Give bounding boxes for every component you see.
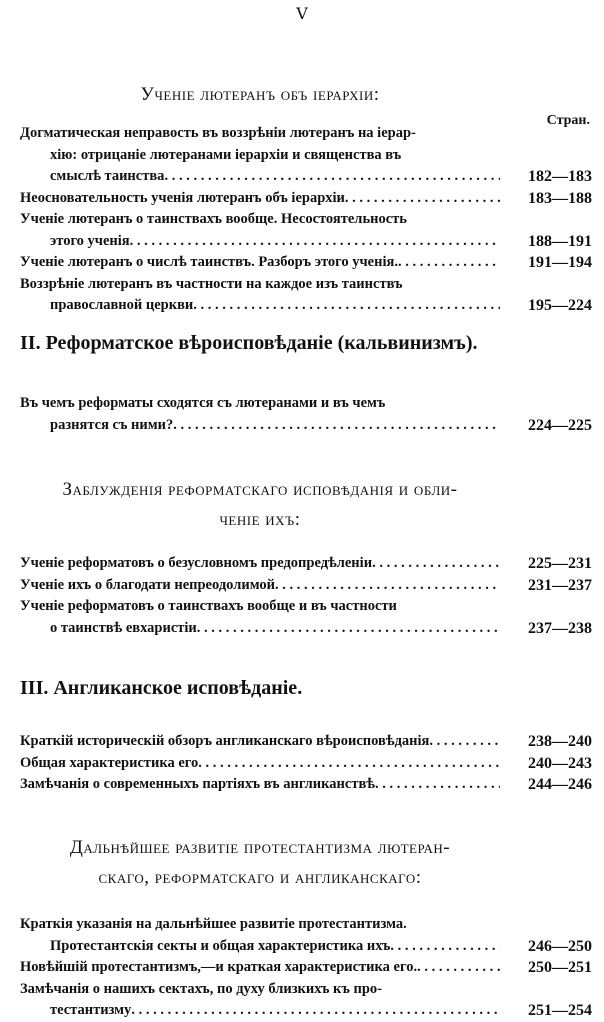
page-range: 250—251	[528, 959, 592, 976]
page-range: 238—240	[528, 733, 592, 750]
toc-entry[interactable]	[20, 979, 592, 1022]
toc-entry[interactable]	[20, 731, 592, 753]
page-range: 195—224	[528, 297, 592, 314]
section-heading-anglican	[20, 677, 580, 700]
entry-line	[20, 957, 500, 979]
heading-line: II. Реформатское вѣроисповѣданіе (кальвинизмъ).	[20, 332, 478, 354]
entry-line	[20, 774, 500, 796]
entry-line	[20, 914, 500, 936]
page-range: 251—254	[528, 1002, 592, 1019]
dot-leader	[372, 553, 500, 575]
page-range: 244—246	[528, 776, 592, 793]
entry-text: Общая характеристика его	[20, 754, 199, 771]
toc-entry[interactable]	[20, 914, 592, 957]
entry-line	[20, 415, 500, 437]
dot-leader	[193, 295, 500, 317]
entry-line	[20, 166, 500, 188]
entry-line	[20, 618, 500, 640]
dot-leader	[417, 957, 500, 979]
heading-line: Ученіе лютеранъ объ іерархіи:	[140, 84, 380, 105]
page-range: 224—225	[528, 416, 592, 434]
dot-leader	[131, 1000, 500, 1022]
heading-line: ченіе ихъ:	[219, 509, 301, 530]
section-heading-reformed-errors	[20, 475, 500, 535]
toc-entry[interactable]	[20, 774, 592, 796]
entry-text: этого ученія	[50, 232, 130, 249]
entry-text: Замѣчанія о современныхъ партіяхъ въ англиканствѣ	[20, 776, 375, 792]
entry-text: хію: отрицаніе лютеранами іерархіи и священства въ	[50, 146, 402, 163]
section-entries	[20, 393, 592, 436]
toc-entry[interactable]	[20, 123, 592, 188]
entry-line	[20, 979, 500, 1001]
entry-text: Ученіе лютеранъ о числѣ таинствъ. Разборъ этого ученія.	[20, 254, 398, 270]
entry-text: Краткій историческій обзоръ англиканскаго вѣроисповѣданія	[20, 733, 430, 749]
page-range: 183—188	[528, 189, 592, 207]
entry-line	[20, 731, 500, 753]
entry-text: Краткія указанія на дальнѣйшее развитіе протестантизма.	[20, 916, 407, 932]
toc-entry[interactable]	[20, 274, 592, 317]
section-entries	[20, 553, 592, 639]
entry-text: Догматическая неправость въ воззрѣніи лютеранъ на іерар-	[20, 125, 416, 141]
dot-leader	[429, 731, 500, 753]
entry-text: Ученіе реформатовъ о безусловномъ предопредѣленіи	[20, 555, 373, 571]
heading-line: скаго, реформатскаго и англиканскаго:	[98, 867, 422, 888]
page-range: 188—191	[528, 232, 592, 250]
dot-leader	[164, 166, 500, 188]
dot-leader	[198, 753, 500, 775]
entry-text: Ученіе ихъ о благодати непреодолимой	[20, 576, 275, 593]
page-range: 246—250	[528, 937, 592, 955]
section-heading-lutheran-hierarchy	[20, 80, 500, 110]
entry-line	[20, 145, 500, 167]
dot-leader	[173, 415, 500, 437]
entry-text: тестантизму	[50, 1002, 132, 1018]
page-range: 237—238	[528, 619, 592, 637]
entry-line	[20, 393, 500, 415]
entry-text: разнятся съ ними?	[50, 416, 174, 433]
page-range: 240—243	[528, 754, 592, 772]
dot-leader	[275, 575, 500, 597]
dot-leader	[345, 188, 500, 210]
entry-line	[20, 295, 500, 317]
section-heading-reformed	[20, 332, 580, 355]
toc-entry[interactable]	[20, 957, 592, 979]
pages-column-label: Стран.	[546, 113, 590, 128]
toc-entry[interactable]	[20, 188, 592, 210]
entry-line	[20, 252, 500, 274]
toc-entry[interactable]	[20, 393, 592, 436]
toc-entry[interactable]	[20, 753, 592, 775]
page-number: V	[296, 4, 308, 23]
dot-leader	[197, 618, 500, 640]
entry-text: Замѣчанія о нашихъ сектахъ, по духу близкихъ къ про-	[20, 980, 382, 997]
entry-text: Воззрѣніе лютеранъ въ частности на каждое изъ таинствъ	[20, 275, 403, 292]
section-entries	[20, 731, 592, 796]
page-range: 231—237	[528, 576, 592, 594]
toc-entry[interactable]	[20, 575, 592, 597]
entry-text: Неосновательность ученія лютеранъ объ іерархіи	[20, 189, 345, 206]
entry-line	[20, 936, 500, 958]
section-entries	[20, 914, 592, 1022]
entry-line	[20, 575, 500, 597]
dot-leader	[130, 231, 500, 253]
entry-line	[20, 231, 500, 253]
entry-line	[20, 209, 500, 231]
heading-line: Дальнѣйшее развитіе протестантизма лютеран-	[69, 837, 451, 858]
toc-entry[interactable]	[20, 553, 592, 575]
page-range: 182—183	[528, 168, 592, 185]
heading-line: Заблужденія реформатскаго исповѣданія и обли-	[62, 479, 458, 500]
page-range: 191—194	[528, 254, 592, 271]
section-entries	[20, 123, 592, 317]
entry-text: Протестантскія секты и общая характеристика ихъ	[50, 937, 391, 954]
entry-text: о таинствѣ евхаристіи	[50, 619, 197, 636]
entry-line	[20, 1000, 500, 1022]
entry-line	[20, 123, 500, 145]
toc-entry[interactable]	[20, 596, 592, 639]
dot-leader	[390, 936, 500, 958]
page-range: 225—231	[528, 555, 592, 572]
toc-entry[interactable]	[20, 209, 592, 252]
entry-line	[20, 188, 500, 210]
toc-entry[interactable]	[20, 252, 592, 274]
entry-text: Новѣйшій протестантизмъ,—и краткая характеристика его.	[20, 959, 418, 975]
section-heading-further-development	[20, 833, 500, 893]
entry-text: Ученіе лютеранъ о таинствахъ вообще. Несостоятельность	[20, 211, 407, 227]
entry-text: смыслѣ таинства	[50, 168, 165, 184]
dot-leader	[398, 252, 500, 274]
entry-text: Въ чемъ реформаты сходятся съ лютеранами и въ чемъ	[20, 395, 386, 411]
heading-line: III. Англиканское исповѣданіе.	[20, 677, 303, 699]
entry-line	[20, 274, 500, 296]
entry-line	[20, 753, 500, 775]
entry-text: Ученіе реформатовъ о таинствахъ вообще и въ частности	[20, 598, 397, 614]
entry-line	[20, 596, 500, 618]
entry-line	[20, 553, 500, 575]
entry-text: православной церкви	[50, 297, 194, 313]
dot-leader	[375, 774, 500, 796]
